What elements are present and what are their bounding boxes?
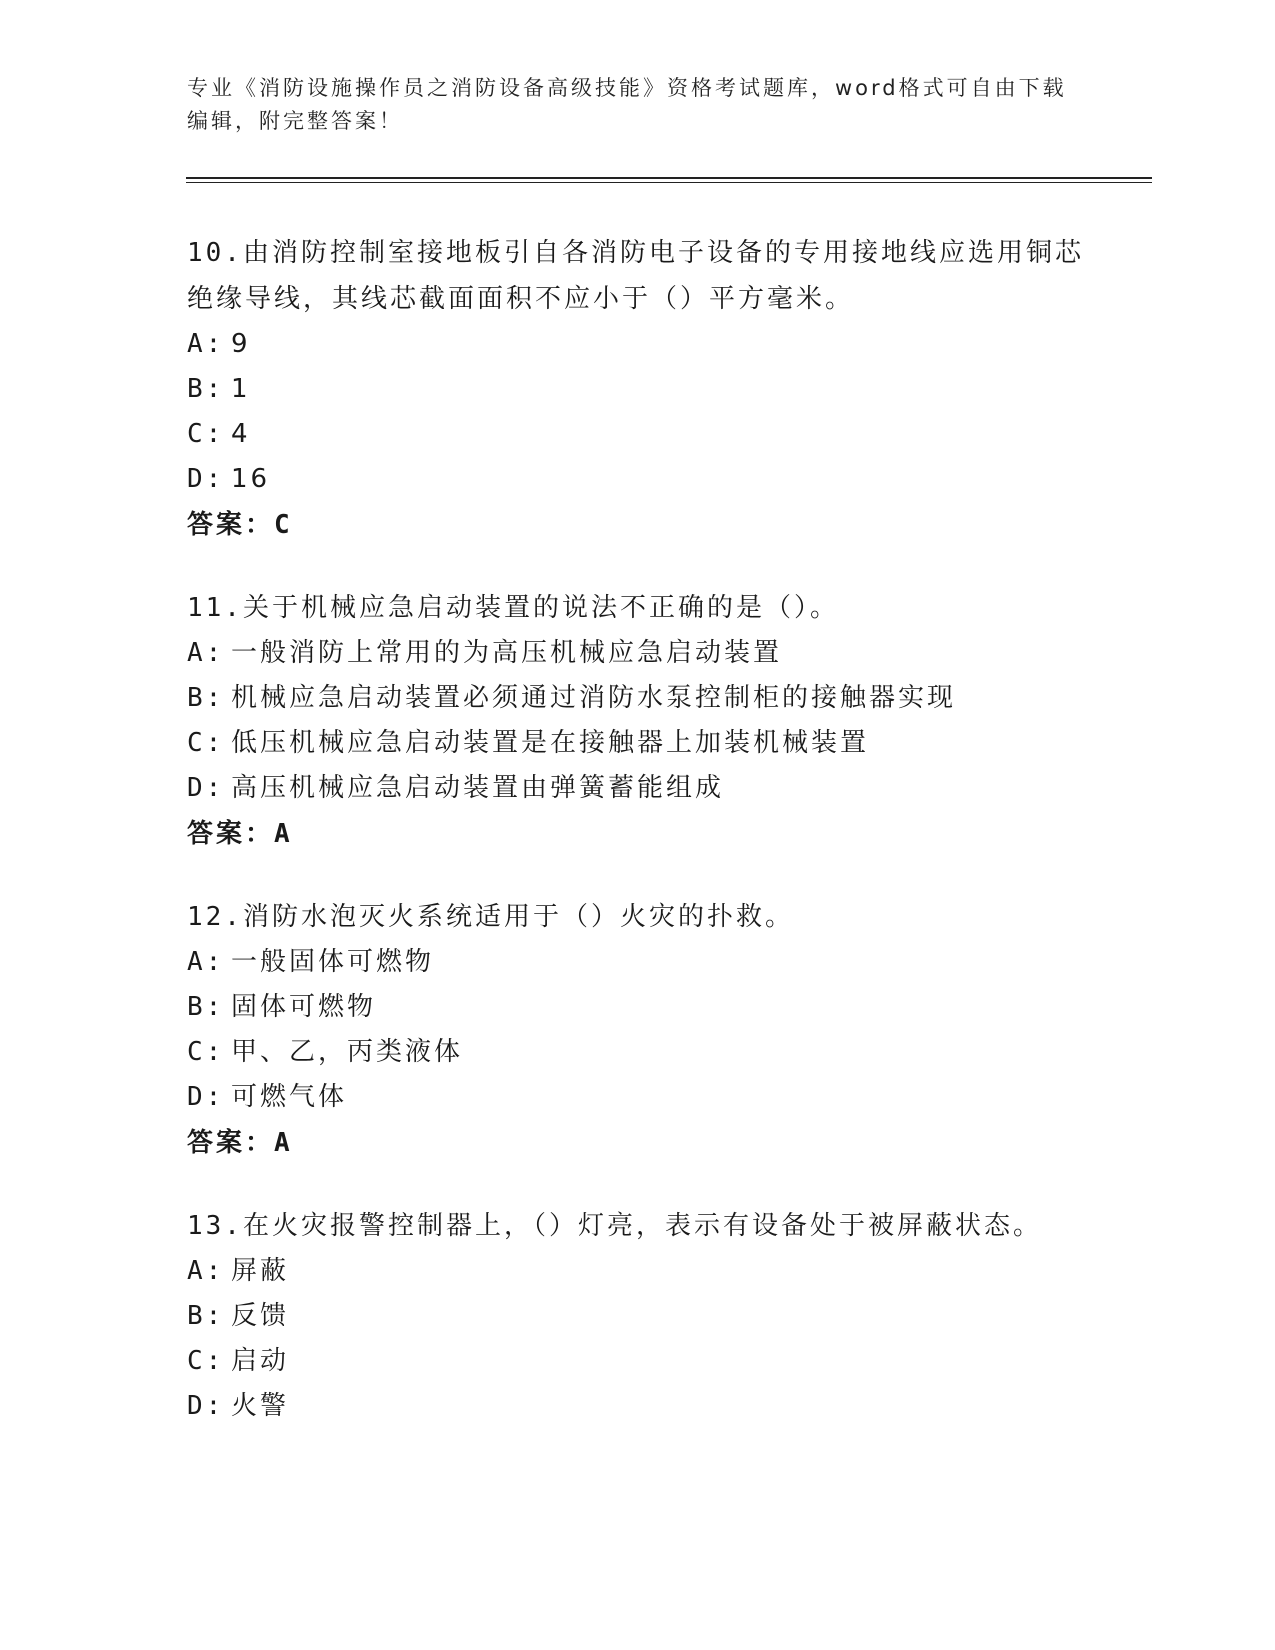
- answer-label: 答案：: [187, 819, 275, 849]
- option-letter: D:: [187, 464, 225, 494]
- question-12: [187, 894, 1147, 1166]
- question-text: [187, 230, 1087, 322]
- header-divider-thick: [186, 177, 1152, 179]
- answer: [187, 811, 1147, 857]
- question-13: [187, 1203, 1147, 1429]
- option-text: 甲、乙，丙类液体: [231, 1037, 464, 1067]
- option-d: [187, 1384, 1147, 1429]
- option-text: 1: [231, 374, 251, 404]
- option-text: 4: [231, 419, 251, 449]
- question-11: [187, 585, 1147, 857]
- option-a: [187, 1249, 1147, 1294]
- option-b: [187, 1294, 1147, 1339]
- option-text: 可燃气体: [231, 1082, 348, 1112]
- question-body: 消防水泡灭火系统适用于（）火灾的扑救。: [242, 902, 794, 932]
- option-letter: A:: [187, 1256, 225, 1286]
- option-text: 反馈: [231, 1301, 290, 1331]
- option-letter: A:: [187, 638, 225, 668]
- option-text: 屏蔽: [231, 1256, 290, 1286]
- question-body: 由消防控制室接地板引自各消防电子设备的专用接地线应选用铜芯绝缘导线，其线芯截面面积不应小于（）平方毫米。: [187, 238, 1084, 314]
- question-10: [187, 230, 1147, 548]
- question-number: 13.: [187, 1211, 243, 1241]
- option-c: [187, 721, 1147, 766]
- option-letter: C:: [187, 1346, 225, 1376]
- header-divider-thin: [186, 182, 1152, 183]
- option-text: 16: [231, 464, 271, 494]
- option-c: [187, 1339, 1147, 1384]
- option-letter: A:: [187, 329, 225, 359]
- option-a: [187, 631, 1147, 676]
- option-text: 低压机械应急启动装置是在接触器上加装机械装置: [231, 728, 870, 758]
- answer: [187, 1120, 1147, 1166]
- option-b: [187, 367, 1147, 412]
- option-d: [187, 457, 1147, 502]
- question-text: [187, 894, 1087, 940]
- option-letter: D:: [187, 1082, 225, 1112]
- option-text: 火警: [231, 1391, 290, 1421]
- question-list: [187, 230, 1147, 1466]
- option-text: 机械应急启动装置必须通过消防水泵控制柜的接触器实现: [231, 683, 957, 713]
- question-body: 在火灾报警控制器上，（）灯亮，表示有设备处于被屏蔽状态。: [242, 1211, 1042, 1241]
- question-number: 10.: [187, 238, 243, 268]
- option-text: 一般固体可燃物: [231, 947, 435, 977]
- answer-value: A: [274, 1128, 293, 1158]
- answer-value: A: [274, 819, 293, 849]
- option-letter: C:: [187, 1037, 225, 1067]
- option-a: [187, 940, 1147, 985]
- option-letter: B:: [187, 1301, 225, 1331]
- option-c: [187, 1030, 1147, 1075]
- option-d: [187, 1075, 1147, 1120]
- answer-value: C: [274, 510, 293, 540]
- option-b: [187, 985, 1147, 1030]
- option-text: 一般消防上常用的为高压机械应急启动装置: [231, 638, 783, 668]
- page-header: 专业《消防设施操作员之消防设备高级技能》资格考试题库，word格式可自由下载编辑，附完整答案！: [187, 76, 1067, 133]
- option-letter: B:: [187, 992, 225, 1022]
- answer: [187, 502, 1147, 548]
- option-letter: D:: [187, 773, 225, 803]
- answer-label: 答案：: [187, 1128, 275, 1158]
- option-letter: C:: [187, 419, 225, 449]
- option-text: 9: [231, 329, 251, 359]
- option-text: 固体可燃物: [231, 992, 377, 1022]
- answer-label: 答案：: [187, 510, 275, 540]
- option-b: [187, 676, 1147, 721]
- option-text: 启动: [231, 1346, 290, 1376]
- question-text: [187, 585, 1087, 631]
- option-text: 高压机械应急启动装置由弹簧蓄能组成: [231, 773, 725, 803]
- option-letter: A:: [187, 947, 225, 977]
- option-c: [187, 412, 1147, 457]
- option-letter: B:: [187, 683, 225, 713]
- question-text: [187, 1203, 1087, 1249]
- option-letter: B:: [187, 374, 225, 404]
- option-d: [187, 766, 1147, 811]
- option-a: [187, 322, 1147, 367]
- question-number: 11.: [187, 593, 243, 623]
- question-body: 关于机械应急启动装置的说法不正确的是（）。: [242, 593, 839, 623]
- option-letter: C:: [187, 728, 225, 758]
- question-number: 12.: [187, 902, 243, 932]
- option-letter: D:: [187, 1391, 225, 1421]
